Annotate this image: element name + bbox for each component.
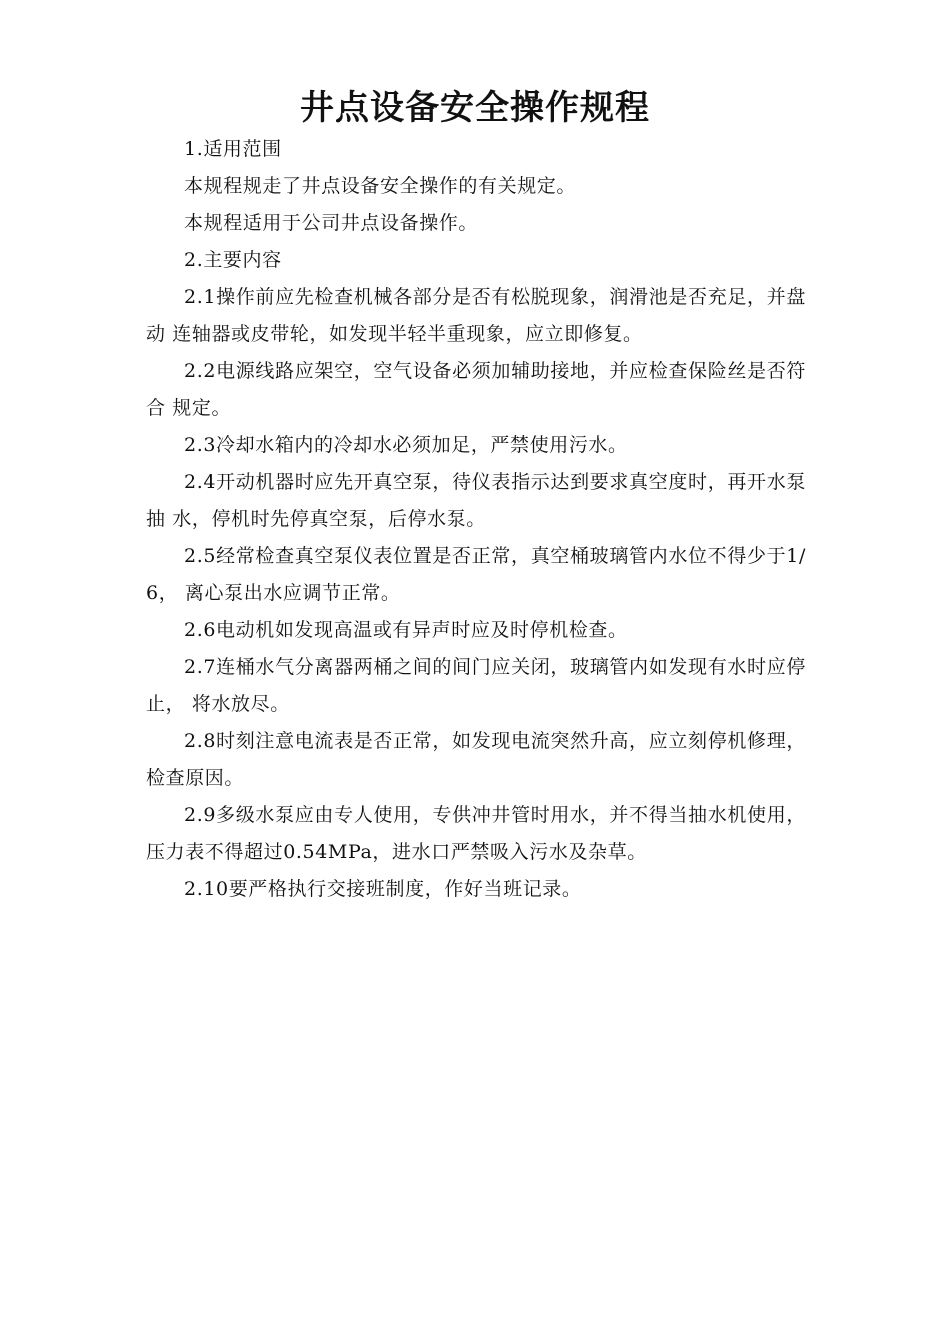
clause-2-4: 2.4开动机器时应先开真空泵，待仪表指示达到要求真空度时，再开水泵抽 水，停机时先停真空泵，后停水泵。 [146, 471, 806, 530]
section-heading-main-content: 2.主要内容 [184, 249, 282, 271]
clause-2-3: 2.3冷却水箱内的冷却水必须加足，严禁使用污水。 [184, 434, 628, 456]
clause-2-2: 2.2电源线路应架空，空气设备必须加辅助接地，并应检查保险丝是否符合 规定。 [146, 360, 806, 419]
paragraph-scope-1: 本规程规走了井点设备安全操作的有关规定。 [184, 175, 577, 197]
paragraph-scope-2: 本规程适用于公司井点设备操作。 [184, 212, 479, 234]
document-title: 井点设备安全操作规程 [300, 88, 650, 128]
document-body [146, 131, 806, 908]
section-heading-scope: 1.适用范围 [184, 138, 282, 160]
clause-2-10: 2.10要严格执行交接班制度，作好当班记录。 [184, 878, 582, 900]
clause-2-7: 2.7连桶水气分离器两桶之间的间门应关闭，玻璃管内如发现有水时应停止， 将水放尽。 [146, 656, 806, 715]
clause-2-8: 2.8时刻注意电流表是否正常，如发现电流突然升高，应立刻停机修理，检查原因。 [146, 730, 806, 789]
clause-2-6: 2.6电动机如发现高温或有异声时应及时停机检查。 [184, 619, 628, 641]
clause-2-1: 2.1操作前应先检查机械各部分是否有松脱现象，润滑池是否充足，并盘动 连轴器或皮带轮，如发现半轻半重现象，应立即修复。 [146, 286, 806, 345]
clause-2-5: 2.5经常检查真空泵仪表位置是否正常，真空桶玻璃管内水位不得少于1/6， 离心泵出水应调节正常。 [146, 545, 806, 604]
clause-2-9: 2.9多级水泵应由专人使用，专供冲井管时用水，并不得当抽水机使用，压力表不得超过0.54MPa，进水口严禁吸入污水及杂草。 [146, 804, 806, 863]
